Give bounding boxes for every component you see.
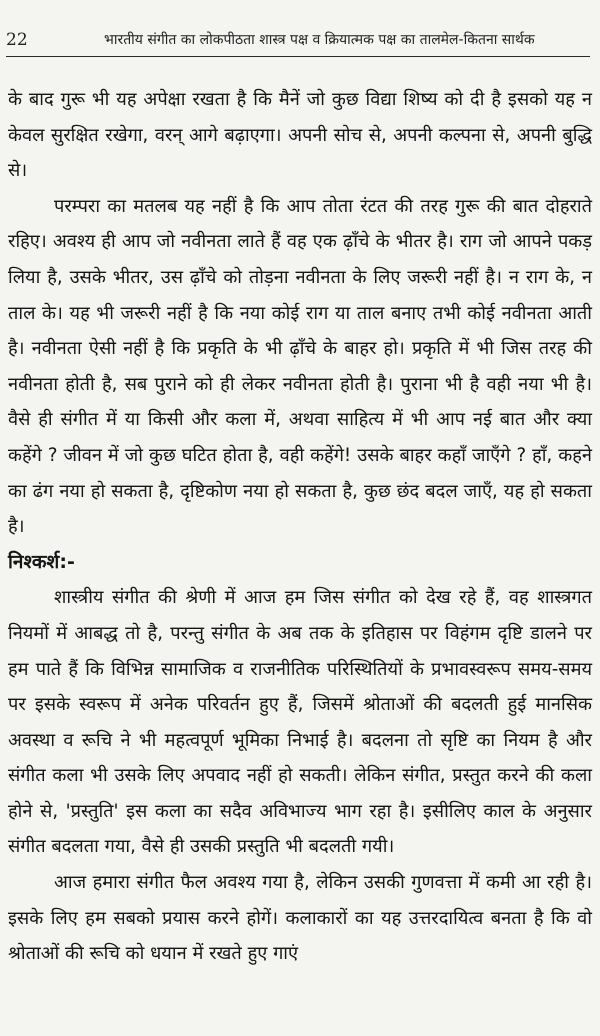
paragraph-continuation: के बाद गुरू भी यह अपेक्षा रखता है कि मैनें जो कुछ विद्या शिष्य को दी है इसको यह न केवल सुरक्षित रखेगा, वरन् आगे बढ़ाएगा। अपनी सोच से, अपनी कल्पना से, अपनी बुद्धि से। xyxy=(8,89,592,182)
paragraph-tradition: परम्परा का मतलब यह नहीं है कि आप तोता रंटत की तरह गुरू की बात दोहराते रहिए। अवश्य ही आप जो नवीनता लाते हैं वह एक ढ़ाँचे के भीतर है। राग जो आपने पकड़ लिया है, उसके भीतर, उस ढ़ाँचे को तोड़ना नवीनता के लिए जरूरी नहीं है। न राग के, न ताल के। यह भी जरूरी नहीं है कि नया कोई राग या ताल बनाए तभी कोई नवीनता आती है। नवीनता ऐसी नहीं है कि प्रकृति के भी ढ़ाँचे के बाहर हो। प्रकृति में भी जिस तरह की नवीनता होती है, सब पुराने को ही लेकर नवीनता होती है। पुराना भी है वही नया भी है। वैसे ही संगीत में या किसी और कला में, अथवा साहित्य में भी आप नई बात और क्या कहेंगे ? जीवन में जो कुछ घटित होता है, वही कहेंगे! उसके बाहर कहाँ जाएँगे ? हाँ, कहने का ढंग नया हो सकता है, दृष्टिकोण नया हो सकता है, कुछ छंद बदल जाएँ, यह हो सकता है। xyxy=(8,195,592,538)
running-title: भारतीय संगीत का लोकपीठता शास्त्र पक्ष व क्रियात्मक पक्ष का तालमेल-कितना सार्थक xyxy=(104,32,535,48)
paragraph-conclusion: शास्त्रीय संगीत की श्रेणी में आज हम जिस संगीत को देख रहे हैं, वह शास्त्रगत नियमों में आबद्ध तो है, परन्तु संगीत के अब तक के इतिहास पर विहंगम दृष्टि डालने पर हम पाते हैं कि विभिन्न सामाजिक व राजनीतिक परिस्थितियों के प्रभावस्वरूप समय-समय पर इसके स्वरूप में अनेक परिवर्तन हुए हैं, जिसमें श्रोताओं की बदलती हुई मानसिक अवस्था व रूचि ने भी महत्वपूर्ण भूमिका निभाई है। बदलना तो सृष्टि का नियम है और संगीत कला भी उसके लिए अपवाद नहीं हो सकती। लेकिन संगीत, प्रस्तुत करने की कला होने से, 'प्रस्तुति' इस कला का सदैव अविभाज्य भाग रहा है। इसीलिए काल के अनुसार संगीत बदलता गया, वैसे ही उसकी प्रस्तुति भी बदलती गयी। xyxy=(8,587,592,858)
section-heading-conclusion: निश्कर्श:- xyxy=(8,550,75,573)
header-divider xyxy=(6,56,590,57)
paragraph-present-day: आज हमारा संगीत फैल अवश्य गया है, लेकिन उसकी गुणवत्ता में कमी आ रही है। इसके लिए हम सबको प्रयास करने होगें। कलाकारों का यह उत्तरदायित्व बनता है कि वो श्रोताओं की रूचि को धयान में रखते हुए गाएं xyxy=(8,872,592,965)
running-header xyxy=(0,26,600,60)
page-body xyxy=(8,82,592,972)
page-number: 22 xyxy=(6,30,28,50)
